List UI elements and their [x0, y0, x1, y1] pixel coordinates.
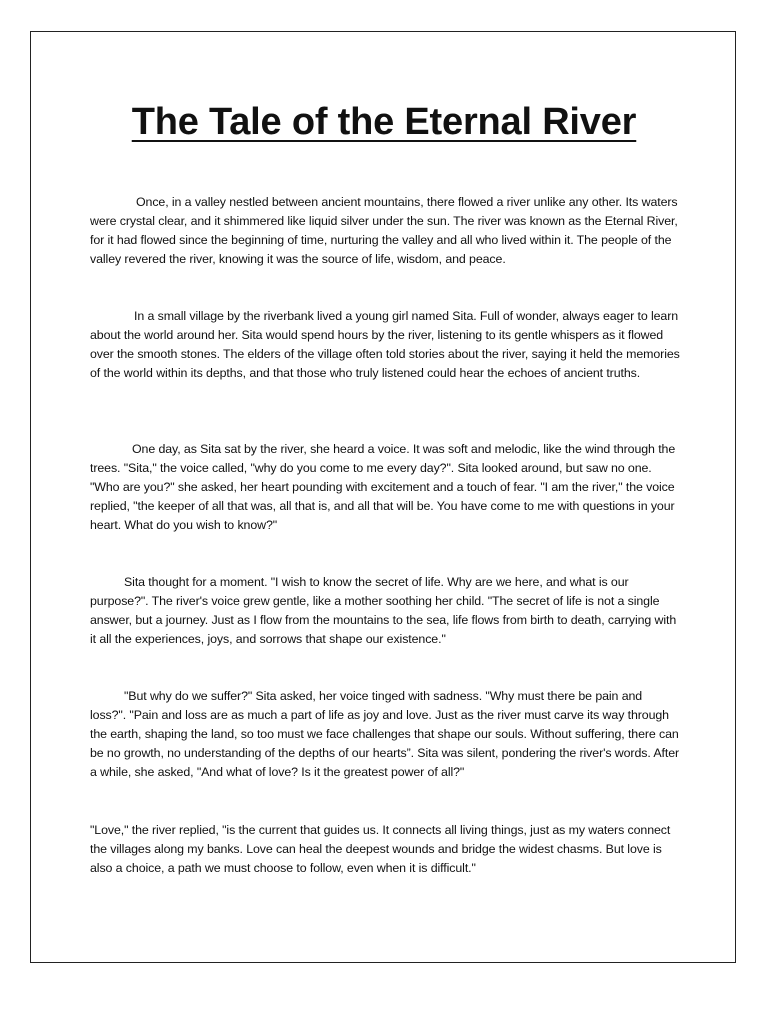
paragraph-4: Sita thought for a moment. "I wish to know the secret of life. Why are we here, and what is our purpose?". The river's voice grew gentle, like a mother soothing her child. "The secret of life is not a single answer, but a journey. Just as I flow from the mountains to the sea, life flows from birth to death, carrying with it all the experiences, joys, and sorrows that shape our existence." [90, 575, 677, 646]
document-title-text: The Tale of the Eternal River [131, 101, 637, 143]
paragraph-1: Once, in a valley nestled between ancient mountains, there flowed a river unlike any other. Its waters were crystal clear, and it shimmered like liquid silver under the sun. The river was known as the Eternal River, for it had flowed since the beginning of time, nurturing the valley and all who lived within it. The people of the valley revered the river, knowing it was the source of life, wisdom, and peace. [90, 195, 678, 266]
document-title [0, 96, 768, 148]
paragraph-2: In a small village by the riverbank lived a young girl named Sita. Full of wonder, always eager to learn about the world around her. Sita would spend hours by the river, listening to its gentle whispers as it flowed over the smooth stones. The elders of the village often told stories about the river, saying it held the memories of the world within its depths, and that those who truly listened could hear the echoes of ancient truths. [90, 309, 680, 380]
paragraph-5: "But why do we suffer?" Sita asked, her voice tinged with sadness. "Why must there be pain and loss?". "Pain and loss are as much a part of life as joy and love. Just as the river must carve its way through the earth, shaping the land, so too must we face challenges that shape our souls. Without suffering, there can be no growth, no understanding of the depths of our hearts”. Sita was silent, pondering the river's words. After a while, she asked, "And what of love? Is it the greatest power of all?" [90, 689, 680, 779]
paragraph-3: One day, as Sita sat by the river, she heard a voice. It was soft and melodic, like the wind through the trees. "Sita," the voice called, "why do you come to me every day?". Sita looked around, but saw no one. "Who are you?" she asked, her heart pounding with excitement and a touch of fear. "I am the river," the voice replied, "the keeper of all that was, all that is, and all that will be. You have come to me with questions in your heart. What do you wish to know?" [90, 442, 676, 532]
paragraph-6: "Love," the river replied, "is the current that guides us. It connects all living things, just as my waters connect the villages along my banks. Love can heal the deepest wounds and bridge the widest chasms. But love is also a choice, a path we must choose to follow, even when it is difficult." [90, 823, 671, 875]
